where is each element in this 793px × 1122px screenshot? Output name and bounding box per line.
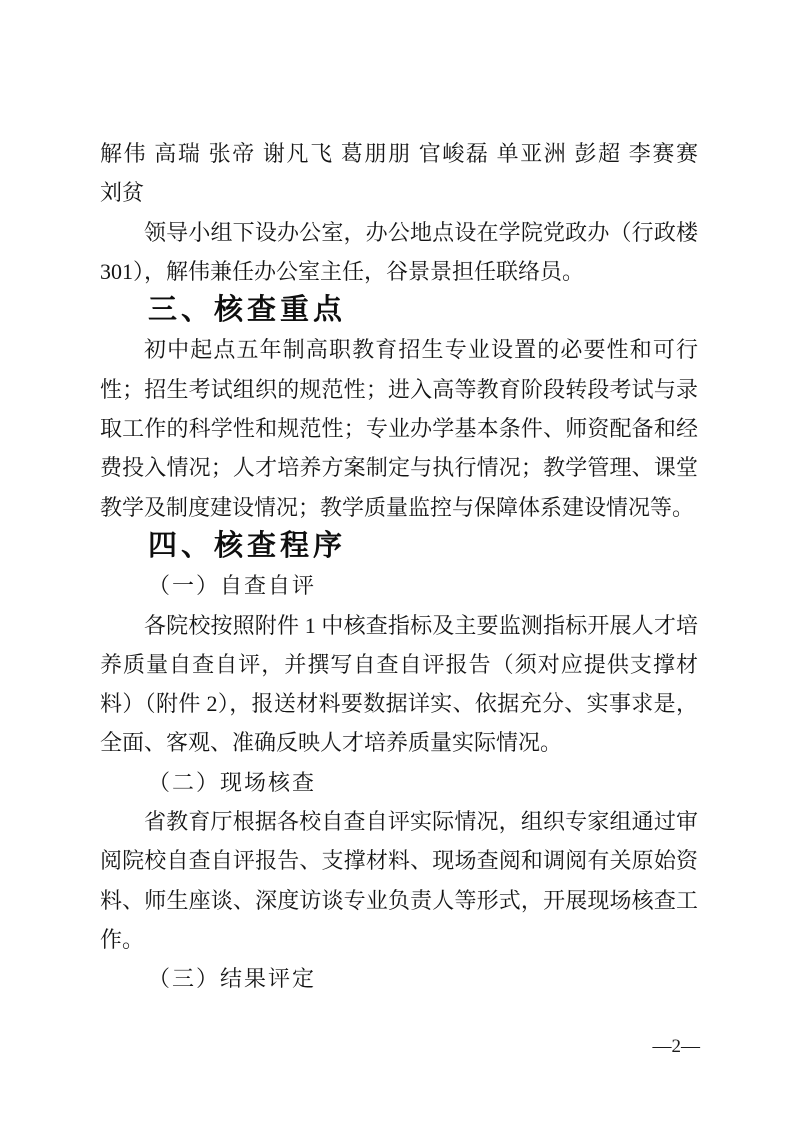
names-line-1: 解伟 高瑞 张帝 谢凡飞 葛朋朋 官峻磊 单亚洲 彭超 李赛赛: [100, 141, 698, 166]
paragraph-check-focus: 初中起点五年制高职教育招生专业设置的必要性和可行性；招生考试组织的规范性；进入高等教育阶段转段考试与录取工作的科学性和规范性；专业办学基本条件、师资配备和经费投入情况；人才培养方案制定与执行情况；教学管理、课堂教学及制度建设情况；教学质量监控与保障体系建设情况等。: [100, 337, 698, 520]
paragraph-onsite-check: 省教育厅根据各校自查自评实际情况，组织专家组通过审阅院校自查自评报告、支撑材料、现场查阅和调阅有关原始资料、师生座谈、深度访谈专业负责人等形式，开展现场核查工作。: [100, 809, 698, 952]
section-heading-check-procedure: 四、核查程序: [148, 529, 347, 562]
subsection-heading-self-evaluation: （一）自查自评: [148, 573, 317, 599]
subsection-heading-onsite-check: （二）现场核查: [148, 769, 317, 795]
paragraph-office-setup: 领导小组下设办公室，办公地点设在学院党政办（行政楼301），解伟兼任办公室主任，谷景景担任联络员。: [100, 219, 698, 284]
document-body: [100, 134, 698, 999]
section-heading-check-focus: 三、核查重点: [148, 294, 347, 327]
paragraph-self-evaluation: 各院校按照附件 1 中核查指标及主要监测指标开展人才培养质量自查自评，并撰写自查自评报告（须对应提供支撑材料）（附件 2），报送材料要数据详实、依据充分、实事求是，全面、客观、准确反映人才培养质量实际情况。: [100, 612, 698, 756]
subsection-heading-result-rating: （三）结果评定: [148, 966, 317, 992]
page-number: —2—: [652, 1036, 700, 1057]
names-line-2: 刘贫: [100, 180, 145, 206]
